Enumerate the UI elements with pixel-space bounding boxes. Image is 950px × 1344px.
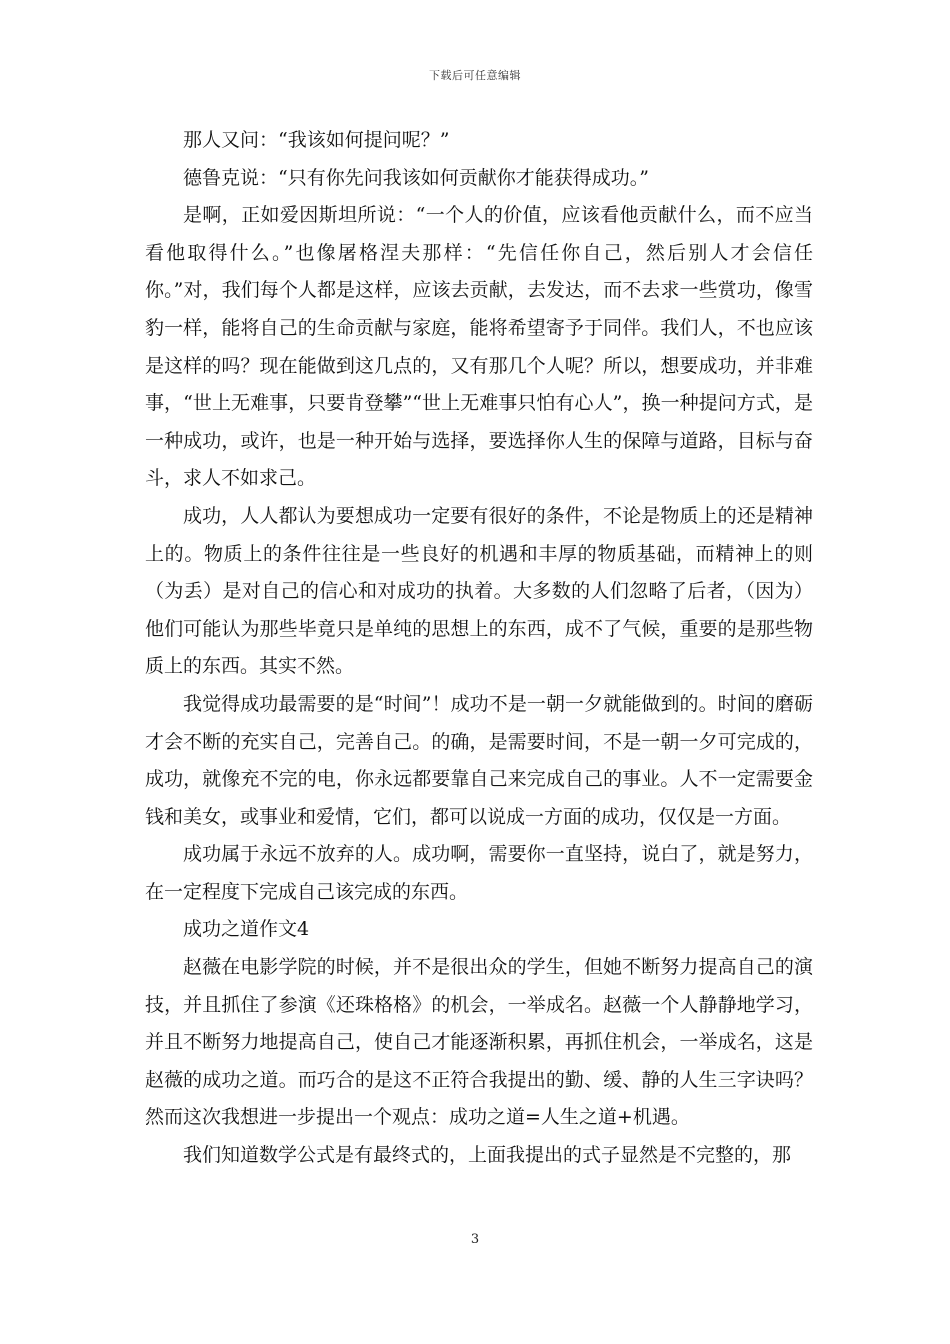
paragraph: 成功，人人都认为要想成功一定要有很好的条件，不论是物质上的还是精神上的。物质上的条件往往是一些良好的机遇和丰厚的物质基础，而精神上的则（为丢）是对自己的信心和对成功的执着。大多数的人们忽略了后者，（因为）他们可能认为那些毕竟只是单纯的思想上的东西，成不了气候，重要的是那些物质上的东西。其实不然。 bbox=[145, 504, 813, 678]
page-header: 下载后可任意编辑 bbox=[429, 69, 521, 82]
paragraph: 是啊，正如爱因斯坦所说：“一个人的价值，应该看他贡献什么，而不应当看他取得什么。”也像屠格涅夫那样：“先信任你自己，然后别人才会信任你。”对，我们每个人都是这样，应该去贡献，去发达，而不去求一些赏功，像雪豹一样，能将自己的生命贡献与家庭，能将希望寄予于同伴。我们人，不也应该是这样的吗？现在能做到这几点的，又有那几个人呢？所以，想要成功，并非难事，“世上无难事，只要肯登攀”“世上无难事只怕有心人”，换一种提问方式，是一种成功，或许，也是一种开始与选择，要选择你人生的保障与道路，目标与奋斗，求人不如求己。 bbox=[145, 204, 813, 490]
paragraph: 那人又问：“我该如何提问呢？” bbox=[183, 129, 450, 151]
section-heading: 成功之道作文4 bbox=[183, 918, 310, 941]
paragraph: 赵薇在电影学院的时候，并不是很出众的学生，但她不断努力提高自己的演技，并且抓住了参演《还珠格格》的机会，一举成名。赵薇一个人静静地学习，并且不断努力地提高自己，使自己才能逐渐积累，再抓住机会，一举成名，这是赵薇的成功之道。而巧合的是这不正符合我提出的勤、缓、静的人生三字诀吗？然而这次我想进一步提出一个观点：成功之道=人生之道+机遇。 bbox=[145, 956, 813, 1129]
paragraph: 德鲁克说：“只有你先问我该如何贡献你才能获得成功。” bbox=[183, 166, 649, 189]
paragraph: 我们知道数学公式是有最终式的，上面我提出的式子显然是不完整的，那 bbox=[183, 1144, 792, 1167]
page-number: 3 bbox=[470, 1232, 480, 1247]
paragraph: 成功属于永远不放弃的人。成功啊，需要你一直坚持，说白了，就是努力，在一定程度下完成自己该完成的东西。 bbox=[145, 843, 813, 903]
body-text bbox=[145, 122, 813, 1175]
paragraph: 我觉得成功最需要的是“时间”！成功不是一朝一夕就能做到的。时间的磨砺才会不断的充实自己，完善自己。的确，是需要时间，不是一朝一夕可完成的，成功，就像充不完的电，你永远都要靠自己来完成自己的事业。人不一定需要金钱和美女，或事业和爱情，它们，都可以说成一方面的成功，仅仅是一方面。 bbox=[145, 692, 813, 828]
